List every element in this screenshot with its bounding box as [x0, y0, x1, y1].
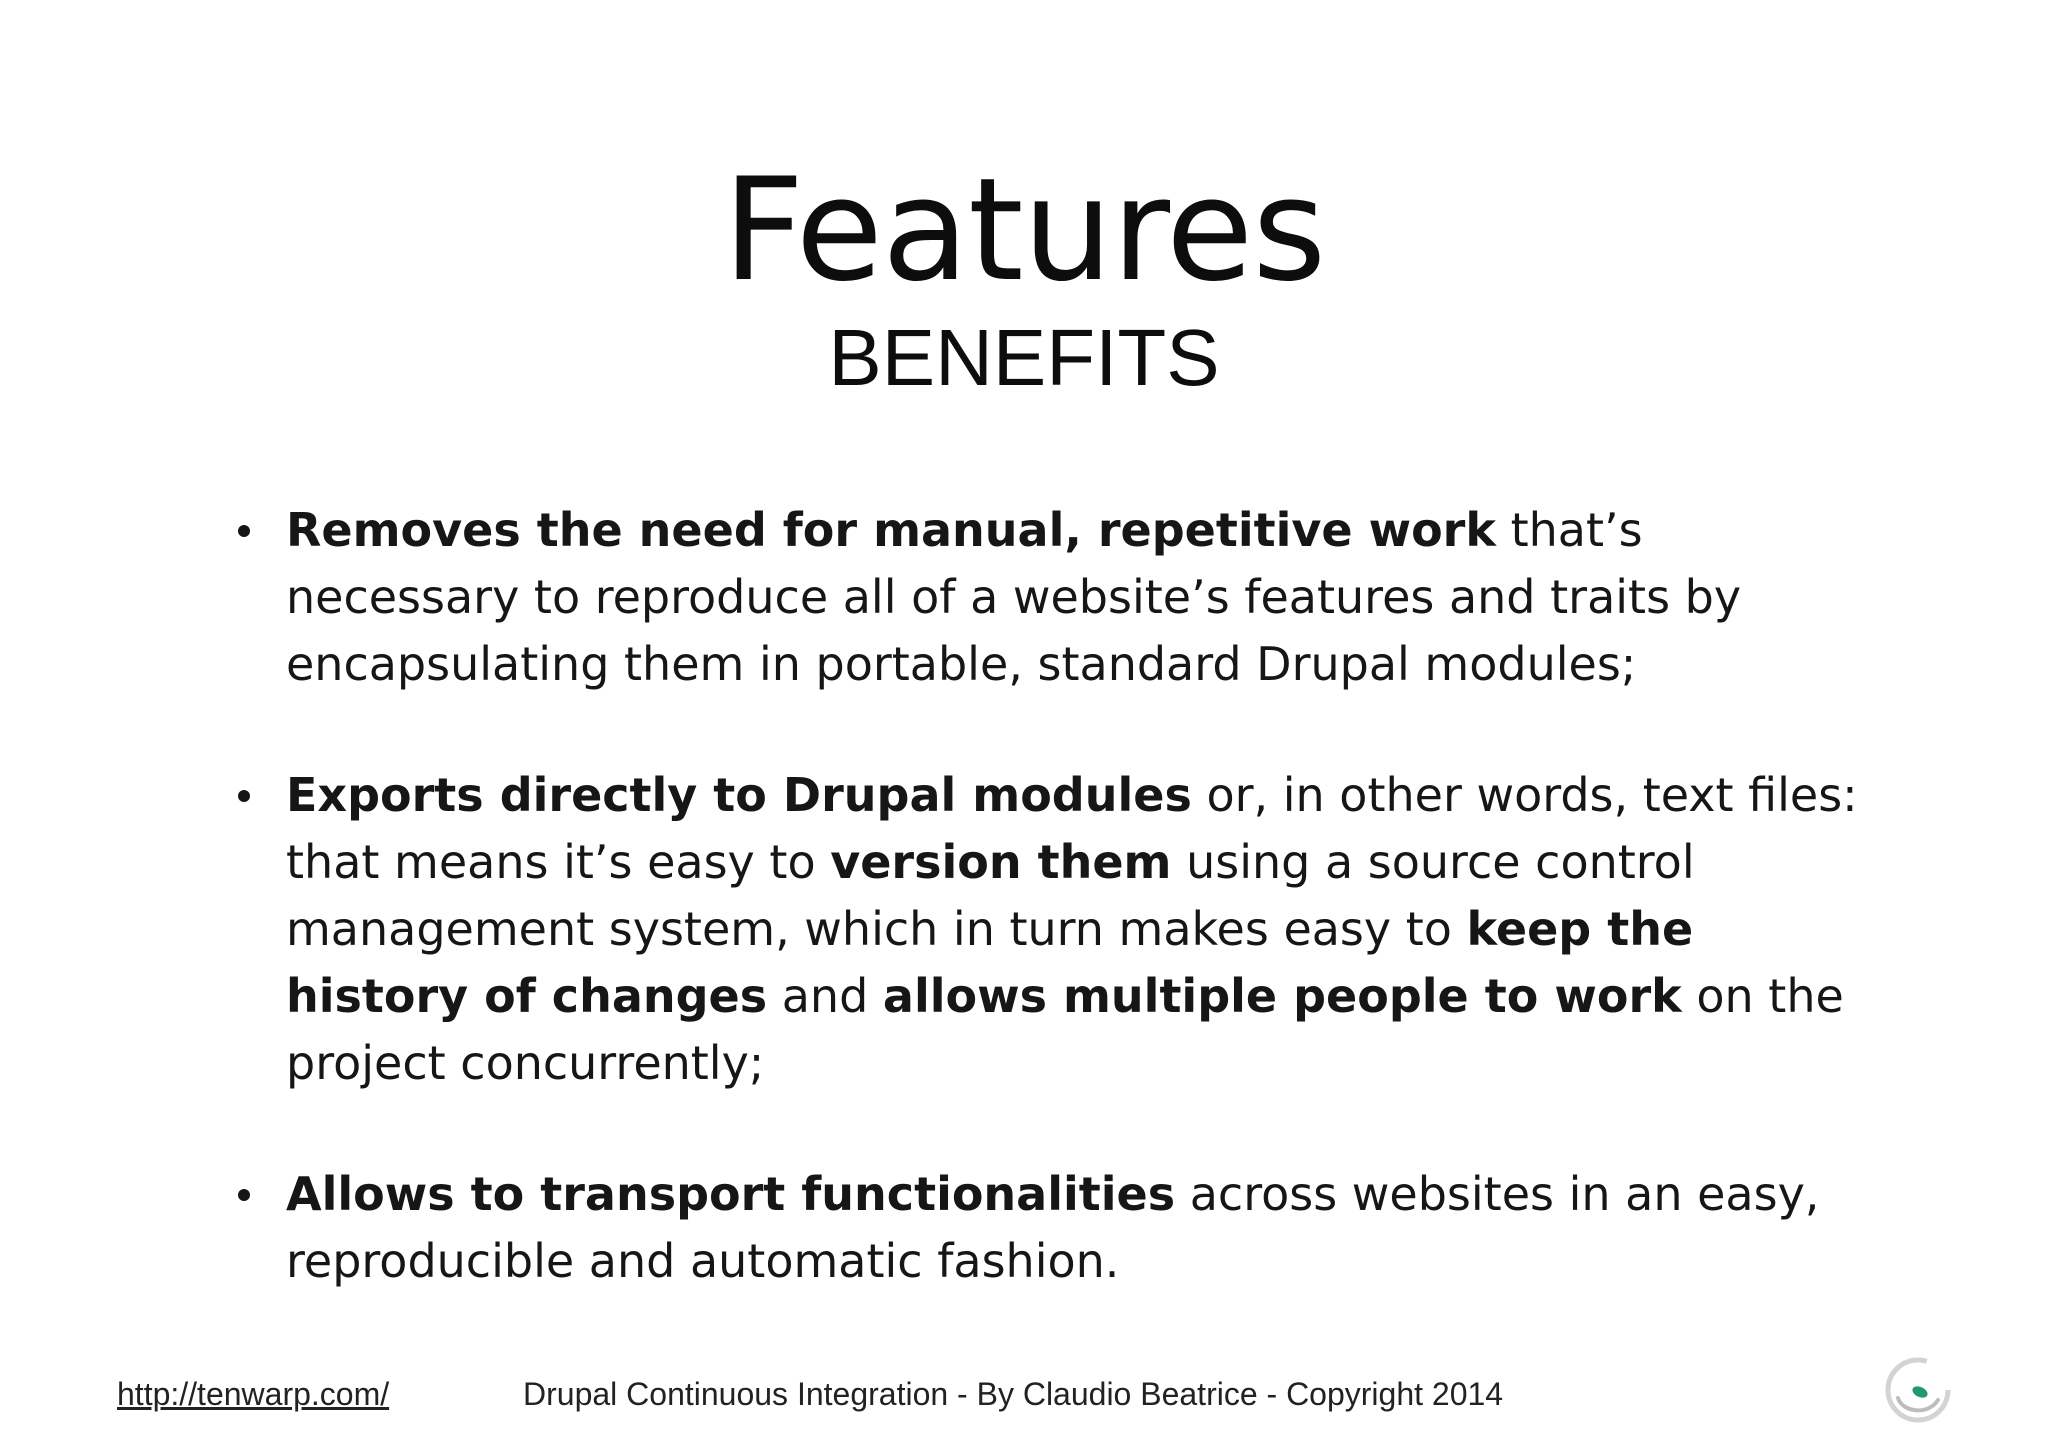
bullet-bold-text: Allows to transport functionalities: [286, 1167, 1176, 1221]
bullet-item: [238, 762, 1858, 1097]
bullet-bold-text: allows multiple people to work: [882, 969, 1682, 1023]
bullet-plain-text: that’s necessary to reproduce all of a website’s features and traits by encapsulating them in portable, standard Drupal modules;: [286, 503, 1742, 691]
bullet-bold-text: Exports directly to Drupal modules: [286, 768, 1192, 822]
bullet-item: [238, 497, 1858, 698]
bullet-text: [286, 768, 1858, 1090]
bullet-dot-icon: [238, 525, 250, 537]
bullet-plain-text: or, in other words, text files: that means it’s easy to: [286, 768, 1858, 889]
bullet-bold-text: version them: [830, 835, 1172, 889]
footer-website-link[interactable]: http://tenwarp.com/: [117, 1376, 390, 1412]
bullet-dot-icon: [238, 1189, 250, 1201]
logo-dot: [1911, 1384, 1930, 1400]
logo-swirl: [1898, 1398, 1938, 1410]
bullet-text: [286, 503, 1741, 691]
slide-title: Features: [722, 148, 1326, 313]
bullet-item: [238, 1161, 1858, 1295]
bullet-plain-text: on the project concurrently;: [286, 969, 1844, 1090]
footer-credits: Drupal Continuous Integration - By Claudio Beatrice - Copyright 2014: [523, 1376, 1504, 1412]
bullet-plain-text: across websites in an easy, reproducible and automatic fashion.: [286, 1167, 1820, 1288]
bullet-bold-text: keep the history of changes: [286, 902, 1694, 1023]
slide-subtitle: BENEFITS: [828, 313, 1220, 402]
bullet-bold-text: Removes the need for manual, repetitive work: [286, 503, 1496, 557]
tenwarp-logo-icon: [1882, 1354, 1954, 1426]
bullet-list: [238, 497, 1858, 1359]
bullet-dot-icon: [238, 790, 250, 802]
bullet-plain-text: and: [767, 969, 883, 1023]
bullet-plain-text: using a source control management system, which in turn makes easy to: [286, 835, 1695, 956]
bullet-text: [286, 1167, 1819, 1288]
